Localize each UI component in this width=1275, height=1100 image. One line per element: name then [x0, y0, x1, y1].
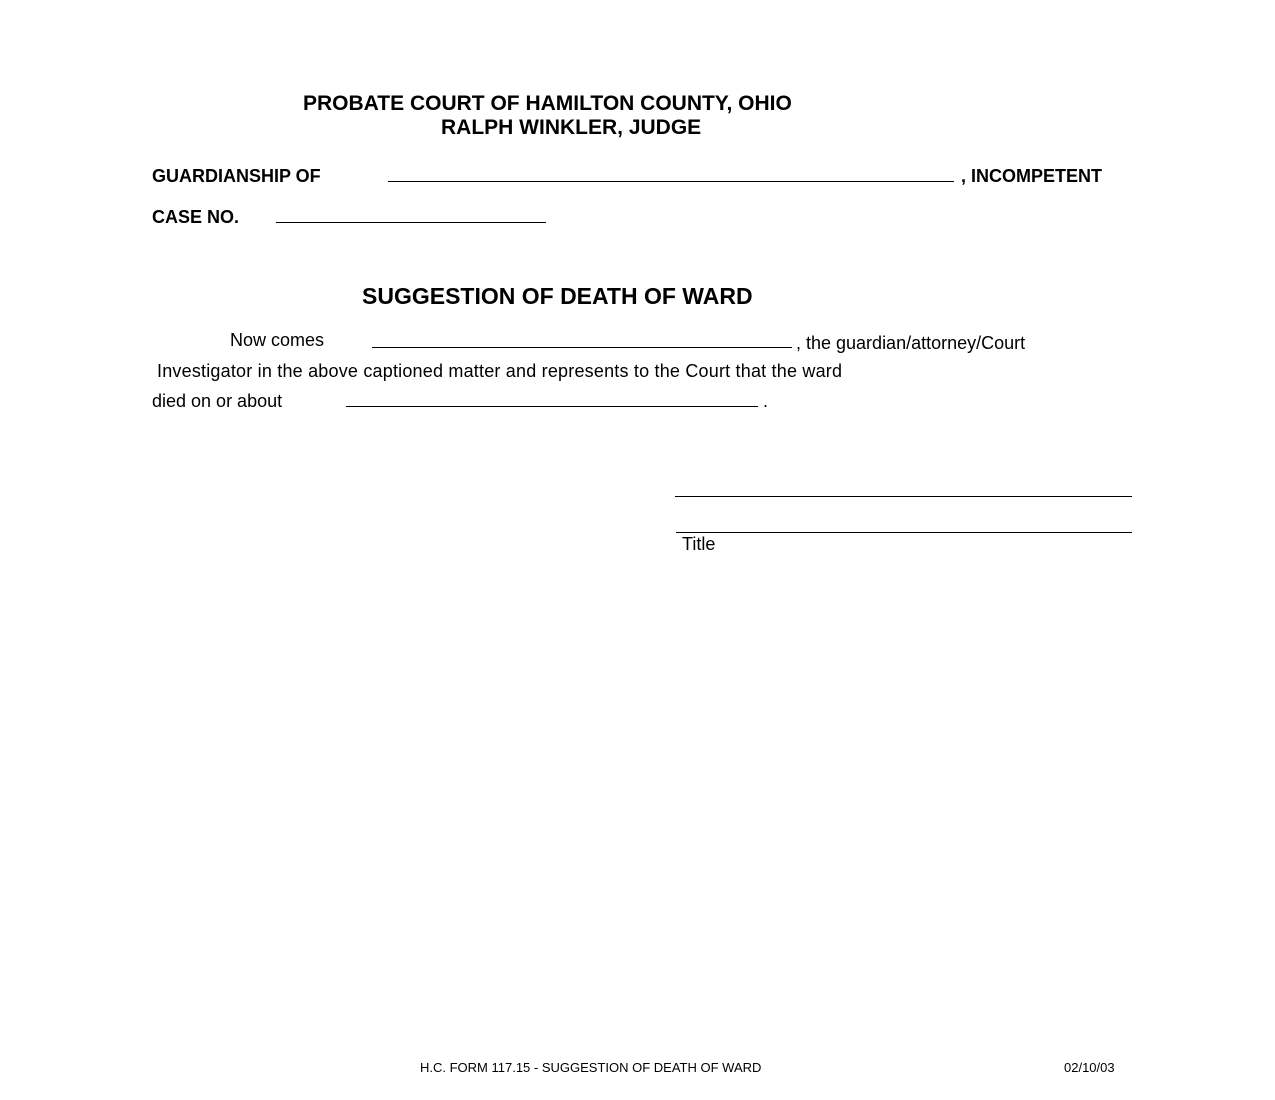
judge-heading: RALPH WINKLER, JUDGE: [441, 116, 702, 139]
now-comes-text: Now comes: [230, 330, 325, 350]
died-label: died on or about: [152, 391, 283, 411]
date-of-death-field[interactable]: [346, 406, 758, 407]
case-no-field[interactable]: [276, 222, 546, 223]
body-line1-text: , the guardian/attorney/Court: [796, 333, 1026, 353]
guardianship-label: GUARDIANSHIP OF: [152, 166, 321, 186]
title-label: Title: [682, 534, 716, 554]
signature-line[interactable]: [675, 496, 1132, 497]
title-line[interactable]: [676, 532, 1132, 533]
document-title: SUGGESTION OF DEATH OF WARD: [362, 283, 753, 309]
name-field[interactable]: [372, 347, 792, 348]
court-heading: PROBATE COURT OF HAMILTON COUNTY, OHIO: [303, 92, 792, 115]
case-no-label: CASE NO.: [152, 207, 240, 227]
guardianship-field[interactable]: [388, 181, 954, 182]
period: .: [763, 391, 769, 411]
footer-form: H.C. FORM 117.15 - SUGGESTION OF DEATH OF WARD: [420, 1060, 762, 1075]
incompetent-label: , INCOMPETENT: [961, 166, 1103, 186]
footer-date: 02/10/03: [1064, 1060, 1115, 1075]
body-line2-text: Investigator in the above captioned matter and represents to the Court that the ward: [157, 361, 843, 381]
